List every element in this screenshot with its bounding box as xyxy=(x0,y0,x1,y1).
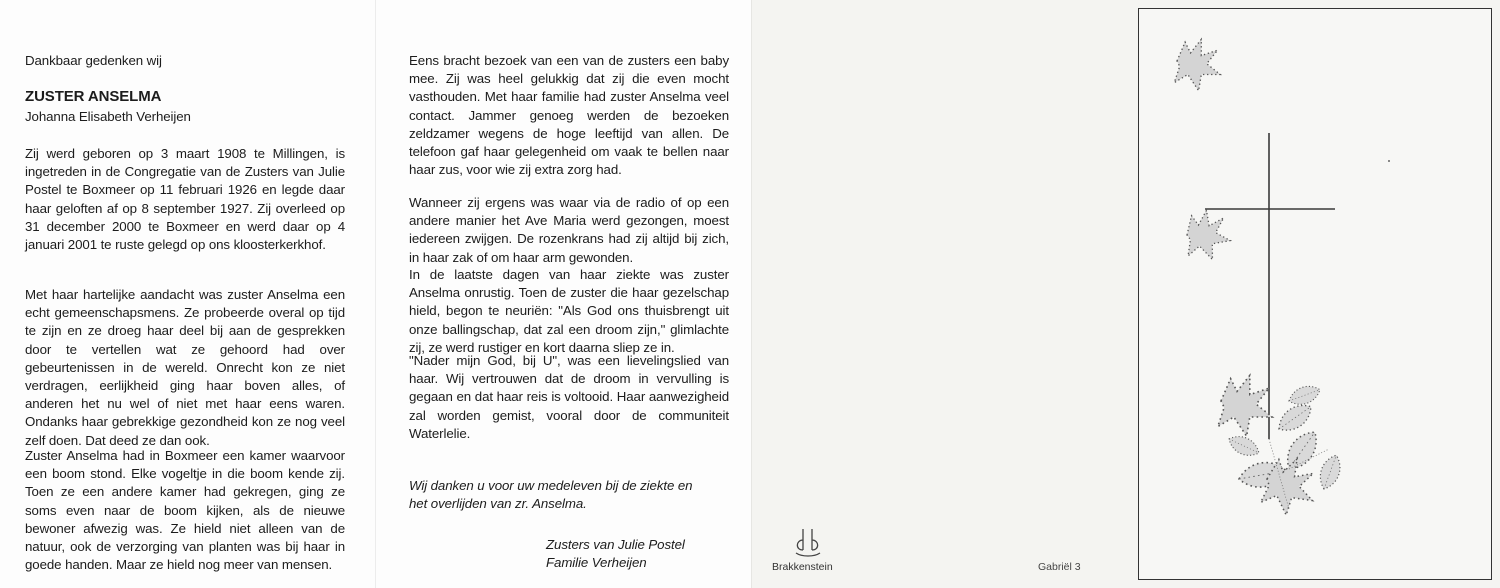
nature-paragraph: Zuster Anselma had in Boxmeer een kamer waarvoor een boom stond. Elke vogeltje in die boom kende zij. Toen ze een andere kamer had gekregen, ging ze soms even naar de boom kijken, als de nieuwe bewoner afwezig was. Ze hield niet alleen van de natuur, ook de verzorging van planten was bij haar in goede handen. Maar ze hield nog meer van mensen. xyxy=(25,448,345,573)
leaf-icon xyxy=(1316,452,1345,492)
intro-line: Dankbaar gedenken wij xyxy=(25,53,162,68)
character-paragraph: Met haar hartelijke aandacht was zuster Anselma een echt gemeenschapsmens. Ze probeerde overal op tijd te zijn en ze droeg haar deel bij aan de gesprekken door te vertellen wat ze gehoord had over gebeurtenissen in de wereld. Onrecht kon ze niet verdragen, eerlijkheid ging haar boven alles, of anderen het nu wel of niet met haar eens waren. Ondanks haar gebrekkige gezondheid kon ze nog veel zelf doen. Dat deed ze dan ook. xyxy=(25,287,345,448)
hymn-paragraph: "Nader mijn God, bij U", was een lievelingslied van haar. Wij vertrouwen dat de droom in vervulling is gegaan en dat haar reis is voltooid. Haar aanwezigheid zal worden gemist, vooral door de communiteit Waterlelie. xyxy=(409,353,729,441)
cover-page xyxy=(752,0,1500,588)
series-label: Gabriël 3 xyxy=(1038,561,1081,573)
cross-with-leaves-illustration xyxy=(1139,9,1491,579)
maple-leaf-icon xyxy=(1181,207,1233,263)
maple-leaf-icon xyxy=(1218,375,1272,436)
leaf-icon xyxy=(1273,399,1316,437)
family-paragraph: Eens bracht bezoek van een van de zusters een baby mee. Zij was heel gelukkig dat zij die even mocht vasthouden. Met haar familie had zuster Anselma veel contact. Jammer genoeg werden de bezoeken zeldzamer wegens de hoge leeftijd van allen. De telefoon gaf haar gelegenheid om vaak te bellen naar haar zus, voor wie zij extra zorg had. xyxy=(409,53,729,178)
signature-congregation: Zusters van Julie Postel xyxy=(546,537,685,552)
leaf-icon xyxy=(1280,426,1324,476)
biography-paragraph: Zij werd geboren op 3 maart 1908 te Millingen, is ingetreden in de Congregatie van de Zusters van Julie Postel te Boxmeer op 11 februari 1926 en legde daar haar geloften af op 8 september 1927. Zij overleed op 31 december 2000 te Boxmeer en werd daar op 4 januari 2001 te ruste gelegd op ons kloosterkerkhof. xyxy=(25,146,345,253)
signature-family: Familie Verheijen xyxy=(546,555,647,570)
thanks-note: Wij danken u voor uw medeleven bij de ziekte en het overlijden van zr. Anselma. xyxy=(409,478,693,512)
publisher-name: Brakkenstein xyxy=(772,561,833,573)
leaf-icon xyxy=(1226,432,1263,461)
cover-illustration-frame xyxy=(1138,8,1492,580)
last-days-paragraph: In de laatste dagen van haar ziekte was zuster Anselma onrustig. Toen de zuster die haar gezelschap hield, begon te neuriën: "Als God ons thuisbrengt uit onze ballingschap, dat zal een droom zijn," glimlachte zij, ze werd rustiger en kort daarna sliep ze in. xyxy=(409,267,729,355)
left-page xyxy=(0,0,376,588)
maple-leaf-icon xyxy=(1174,39,1220,90)
devotion-paragraph: Wanneer zij ergens was waar via de radio of op een andere manier het Ave Maria werd gezongen, moest iedereen zwijgen. De rozenkrans had zij altijd bij zich, in haar zak of om haar arm gewonden. xyxy=(409,195,729,265)
deceased-fullname: Johanna Elisabeth Verheijen xyxy=(25,109,191,124)
publisher-logo-icon xyxy=(790,526,826,560)
deceased-name: ZUSTER ANSELMA xyxy=(25,88,162,105)
leaf-icon xyxy=(1286,382,1323,409)
middle-page xyxy=(376,0,752,588)
